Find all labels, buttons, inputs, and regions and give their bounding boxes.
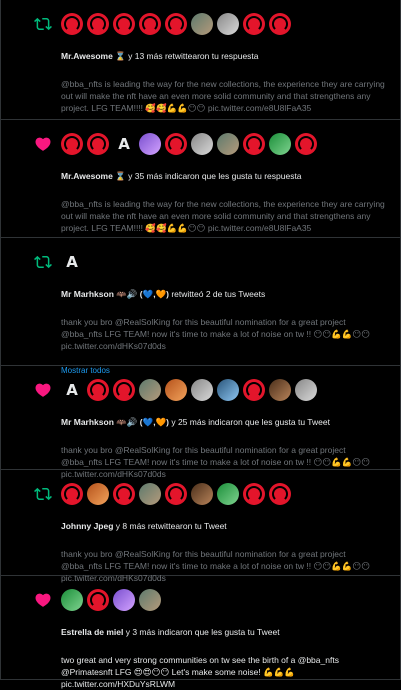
notification-item[interactable] [1, 470, 400, 583]
avatar[interactable] [243, 379, 265, 401]
avatar[interactable] [139, 589, 161, 611]
media-link[interactable]: pic.twitter.com/HXDuYsRLWM [61, 679, 176, 689]
avatar[interactable] [113, 483, 135, 505]
avatar[interactable]: A [61, 379, 83, 401]
media-link[interactable]: pic.twitter.com/e8U8lFaA35 [207, 223, 312, 233]
avatar[interactable] [87, 589, 109, 611]
media-link[interactable]: pic.twitter.com/dHKs07d0ds [61, 469, 166, 479]
avatar[interactable] [165, 13, 187, 35]
avatar[interactable] [191, 379, 213, 401]
avatar-row [61, 132, 386, 156]
avatar[interactable] [87, 379, 109, 401]
actor-name[interactable]: Mr Marhkson 🦇🔊 (💙,🧡) [61, 417, 169, 427]
avatar-row [61, 588, 386, 612]
actor-name[interactable]: Mr.Awesome ⌛ [61, 171, 126, 181]
avatar[interactable] [139, 13, 161, 35]
tweet-text [61, 78, 386, 114]
retweet-icon [31, 250, 55, 274]
avatar[interactable] [165, 379, 187, 401]
avatar[interactable] [191, 133, 213, 155]
avatar[interactable] [217, 13, 239, 35]
action-text: y 35 más indicaron que les gusta tu respuesta [125, 171, 302, 181]
avatar[interactable] [243, 483, 265, 505]
avatar[interactable] [87, 483, 109, 505]
tweet-body: thank you bro @RealSolKing for this beautiful nomination for a great project @bba_nfts LFG TEAM! now it's time to make a lot of noise on tw !! 😶😶💪💪😶😶 [61, 549, 371, 571]
heart-icon [31, 378, 55, 402]
avatar[interactable] [269, 379, 291, 401]
avatar[interactable] [139, 483, 161, 505]
avatar[interactable] [113, 379, 135, 401]
notification-item[interactable] [1, 366, 400, 479]
tweet-body: @bba_nfts is leading the way for the new collections, the experience they are carrying out will make the nft have an even more solid community and that strengthens any project. LFG TEAM!!!! 🥰🥰💪💪😶😶 [61, 79, 385, 113]
notification-item[interactable] [1, 238, 400, 375]
actor-name[interactable]: Johnny Jpeg [61, 521, 114, 531]
notification-item[interactable] [1, 0, 400, 120]
tweet-text [61, 654, 386, 690]
avatar[interactable]: A [61, 251, 83, 273]
retweet-icon [31, 12, 55, 36]
tweet-body: thank you bro @RealSolKing for this beautiful nomination for a great project @bba_nfts LFG TEAM! now it's time to make a lot of noise on tw !! 😶😶💪💪😶😶 [61, 445, 371, 467]
tweet-body: @bba_nfts is leading the way for the new collections, the experience they are carrying out will make the nft have an even more solid community and that strengthens any project. LFG TEAM!!!! 🥰🥰💪💪😶😶 [61, 199, 385, 233]
avatar[interactable]: A [113, 133, 135, 155]
avatar[interactable] [217, 133, 239, 155]
avatar[interactable] [61, 13, 83, 35]
avatar-row [61, 482, 386, 506]
tweet-body: thank you bro @RealSolKing for this beautiful nomination for a great project @bba_nfts LFG TEAM! now it's time to make a lot of noise on tw !! 😶😶💪💪😶😶 [61, 317, 371, 339]
avatar-row [61, 378, 386, 402]
notification-title [61, 520, 386, 532]
avatar[interactable] [269, 13, 291, 35]
tweet-text [61, 316, 386, 352]
notification-item[interactable] [1, 120, 400, 238]
media-link[interactable]: pic.twitter.com/e8U8lFaA35 [207, 103, 312, 113]
tweet-text [61, 198, 386, 234]
avatar[interactable] [191, 483, 213, 505]
avatar[interactable] [217, 379, 239, 401]
action-text: y 25 más indicaron que les gusta tu Tweet [168, 417, 330, 427]
show-all-link[interactable]: Mostrar todos [61, 366, 110, 375]
retweet-icon [31, 482, 55, 506]
media-link[interactable]: pic.twitter.com/dHKs07d0ds [61, 573, 166, 583]
avatar[interactable] [113, 589, 135, 611]
avatar[interactable] [87, 133, 109, 155]
action-text: retwitteó 2 de tus Tweets [168, 289, 266, 299]
avatar[interactable] [165, 483, 187, 505]
avatar[interactable] [269, 133, 291, 155]
action-text: y 13 más retwittearon tu respuesta [125, 51, 259, 61]
actor-name[interactable]: Estrella de miel [61, 627, 124, 637]
heart-icon [31, 132, 55, 156]
avatar[interactable] [269, 483, 291, 505]
notification-title [61, 288, 386, 300]
avatar[interactable] [87, 13, 109, 35]
tweet-body: two great and very strong communities on tw see the birth of a @bba_nfts @Primatesnft LFG 😍😍😶😶 Let's make some noise! 💪💪💪 [61, 655, 339, 677]
actor-name[interactable]: Mr Marhkson 🦇🔊 (💙,🧡) [61, 289, 169, 299]
avatar[interactable] [217, 483, 239, 505]
avatar[interactable] [243, 13, 265, 35]
notification-title [61, 170, 386, 182]
action-text: y 3 más indicaron que les gusta tu Tweet [123, 627, 280, 637]
avatar[interactable] [61, 133, 83, 155]
avatar-row [61, 12, 386, 36]
actor-name[interactable]: Mr.Awesome ⌛ [61, 51, 126, 61]
avatar[interactable] [113, 13, 135, 35]
notification-title [61, 626, 386, 638]
avatar[interactable] [61, 589, 83, 611]
notification-title [61, 416, 386, 428]
action-text: y 8 más retwittearon tu Tweet [113, 521, 227, 531]
avatar[interactable] [139, 133, 161, 155]
avatar[interactable] [61, 483, 83, 505]
notification-item[interactable] [1, 576, 400, 689]
avatar[interactable] [191, 13, 213, 35]
notification-title [61, 50, 386, 62]
avatar[interactable] [295, 133, 317, 155]
avatar-row [61, 250, 386, 274]
avatar[interactable] [165, 133, 187, 155]
avatar[interactable] [139, 379, 161, 401]
heart-icon [31, 588, 55, 612]
avatar[interactable] [295, 379, 317, 401]
avatar[interactable] [243, 133, 265, 155]
media-link[interactable]: pic.twitter.com/dHKs07d0ds [61, 341, 166, 351]
